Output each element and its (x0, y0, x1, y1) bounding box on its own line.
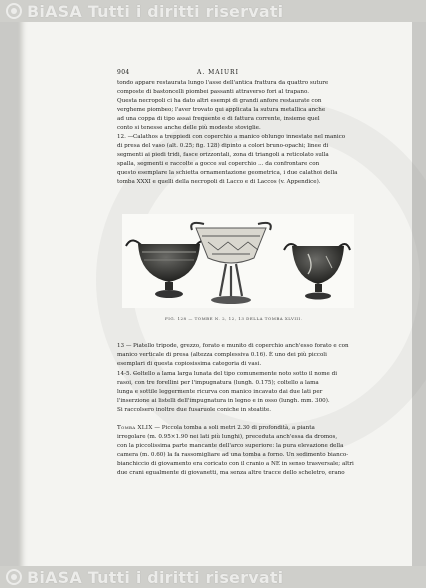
entry-number: 14-5. — (117, 371, 139, 377)
figure-photo-plate (122, 214, 354, 308)
watermark-top (0, 0, 426, 22)
text-line: ad una coppa di tipo assai frequente e di fattura corrente, insieme quel (117, 115, 320, 122)
watermark-text: BiASA Tutti i diritti riservati (27, 567, 284, 587)
text-line: tondo appare restaurata lungo l'asse dell'antica frattura da quattro suture (117, 80, 329, 86)
middle-vase (191, 223, 271, 304)
text-line: esemplari di questa copiosissima categoria di vasi. (117, 360, 262, 367)
text-line: Si raccolsero inoltre due fusaruole coniche in steatite. (117, 406, 272, 413)
text-line: con la piccolissima parte mancante dell'arco superiore: la pura elevazione della (117, 442, 344, 449)
text-line: vergheme piombeo; l'aver trovato qui applicata la sutura metallica anche (117, 106, 326, 113)
left-vase (126, 240, 212, 298)
text-line: Calathos a treppiedi con coperchio a manico oblungo innestate nel manico (133, 134, 346, 140)
text-line: di presa del vaso (alt. 0.25; fig. 128) dipinto a colori bruno-opachi; linee di (117, 142, 329, 149)
page-header (117, 69, 417, 76)
tomb-heading: Tomba XLIX (117, 425, 153, 431)
text-line: lunga e sottile leggermente ricurva con manico incavato dai due lati per (117, 388, 323, 395)
vases-photo (122, 214, 354, 308)
text-line: spalla, segmenti e raccolte a gocce sul coperchio ... da confrontare con (117, 160, 320, 167)
watermark-text: BiASA Tutti i diritti riservati (27, 1, 284, 21)
text-line: Questa necropoli ci ha dato altri esempi di grandi anfore restaurate con (117, 97, 322, 104)
text-line: segmenti ai piedi tridi, fasce orizzontali, zona di triangoli a reticolato sulla (117, 151, 329, 158)
watermark-bottom (0, 566, 426, 588)
text-line: due crani egualmente di giovanetti, ma senza altre tracce dello scheletro, erano (117, 469, 345, 476)
text-line: tomba XXXI e quelli della necropoli di Lacco e di Laccos (v. Appendice). (117, 178, 321, 185)
text-line: irregolare (m. 0.95×1.90 nei lati più lunghi), preceduta anch'essa da dromos, (117, 433, 338, 440)
biasa-logo-icon (6, 569, 22, 585)
text-line: bianchiccio di giovamento era coricato con il cranio a NE in senso trasversale; altri (117, 460, 354, 467)
text-line: — Piccola tomba a soli metri 2.30 di profondità, a pianta (154, 425, 315, 431)
catalog-entry-14-15 (117, 370, 413, 415)
biasa-logo-icon (6, 3, 22, 19)
running-head-author: A. MAIURI (197, 69, 239, 76)
text-line: camera (m. 0.60) la fa rassomigliare ad una tomba a forno. Un sedimento bianco- (117, 451, 349, 458)
catalog-entry-13 (117, 342, 413, 369)
entry-number: 13 — (117, 343, 132, 349)
page-number: 904 (117, 69, 130, 76)
right-vase (284, 244, 350, 300)
figure-caption: FIG. 128 — TOMBE N. 2, 12, 13 DELLA TOMBA XLVIII. (165, 316, 303, 321)
paragraph-continued (117, 79, 413, 132)
text-line: manico verticale di presa (altezza complessiva 0.16). È uno dei più piccoli (117, 351, 327, 358)
text-line: conto si tenesse anche delle più modeste stoviglie. (117, 124, 261, 131)
text-line: questo esemplare la schietta ornamentazione geometrica, i due calathoi della (117, 169, 338, 176)
tomb-xlix-paragraph (117, 424, 413, 477)
text-line: composte di bastoncelli piombei passanti attraverso fori al trapano. (117, 88, 310, 95)
entry-number: 12. — (117, 134, 134, 140)
text-line: rasoi, con tre forellini per l'impugnatura (lungh. 0.175); coltello a lama (117, 379, 319, 386)
text-line: Coltello a lama larga lunata del tipo comunemente noto sotto il nome di (133, 371, 337, 377)
catalog-entry-12 (117, 133, 413, 186)
text-line: Piatello tripode, grezzo, forato e munito di coperchio anch'esso forato e con (133, 343, 349, 349)
text-line: l'inserzione ai listelli dell'impugnatura in legno e in osso (lungh. mm. 300). (117, 397, 330, 404)
